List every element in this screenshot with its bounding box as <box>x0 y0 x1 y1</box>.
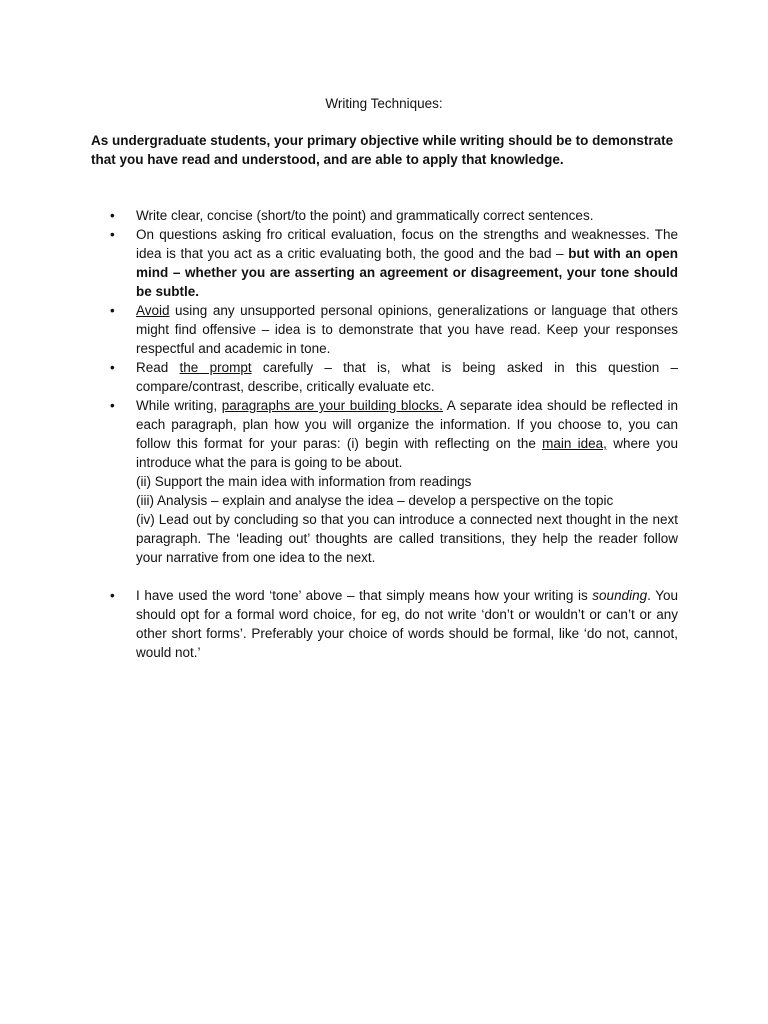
bullet-text: where you introduce what the para is going to be about. <box>136 436 678 470</box>
list-item <box>110 586 678 662</box>
list-item <box>110 225 678 301</box>
bullet-text: Write clear, concise (short/to the point) and grammatically correct sentences. <box>136 208 594 223</box>
bullet-text: . You should opt for a formal word choice, for eg, do not write ‘don’t or wouldn’t or can’t or any other short forms’. Preferably your choice of words should be formal, like ‘do not, cannot, would not.’ <box>136 588 678 660</box>
bullet-text: carefully – that is, what is being asked in this question – compare/contrast, describe, critically evaluate etc. <box>136 360 678 394</box>
italic-text: sounding <box>592 588 648 603</box>
bullet-text: A separate idea should be reflected in each paragraph, plan how you will organize the information. If you choose to, you can follow this format for your paras: (i) begin with reflecting on the <box>136 398 678 451</box>
sub-point: (iii) Analysis – explain and analyse the idea – develop a perspective on the topic <box>136 493 614 508</box>
document-title: Writing Techniques: <box>325 96 443 111</box>
bullet-text: Read <box>136 360 180 375</box>
underlined-text: paragraphs are your building blocks. <box>221 398 443 413</box>
bullet-text: using any unsupported personal opinions, generalizations or language that others might find offensive – idea is to demonstrate that you have read. Keep your responses respectful and academic in tone. <box>136 303 678 356</box>
bullet-text: I have used the word ‘tone’ above – that simply means how your writing is <box>136 588 593 603</box>
underlined-text: the prompt <box>179 360 252 375</box>
intro-paragraph: As undergraduate students, your primary objective while writing should be to demonstrate that you have read and understood, and are able to apply that knowledge. <box>91 133 674 167</box>
sub-point: (ii) Support the main idea with information from readings <box>136 474 472 489</box>
list-item <box>110 396 678 567</box>
list-item <box>110 301 678 358</box>
list-item <box>110 358 678 396</box>
underlined-text: Avoid <box>136 303 170 318</box>
list-item <box>110 206 678 225</box>
bullet-text: On questions asking fro critical evaluation, focus on the strengths and weaknesses. The idea is that you act as a critic evaluating both, the good and the bad – <box>136 227 678 261</box>
technique-list <box>110 206 678 662</box>
sub-point: (iv) Lead out by concluding so that you can introduce a connected next thought in the next paragraph. The ‘leading out’ thoughts are called transitions, they help the reader follow your narrative from one idea to the next. <box>136 512 678 565</box>
underlined-text: main idea, <box>542 436 607 451</box>
bold-text: but with an open mind – whether you are asserting an agreement or disagreement, your tone should be subtle. <box>136 246 678 299</box>
bullet-text: While writing, <box>136 398 222 413</box>
